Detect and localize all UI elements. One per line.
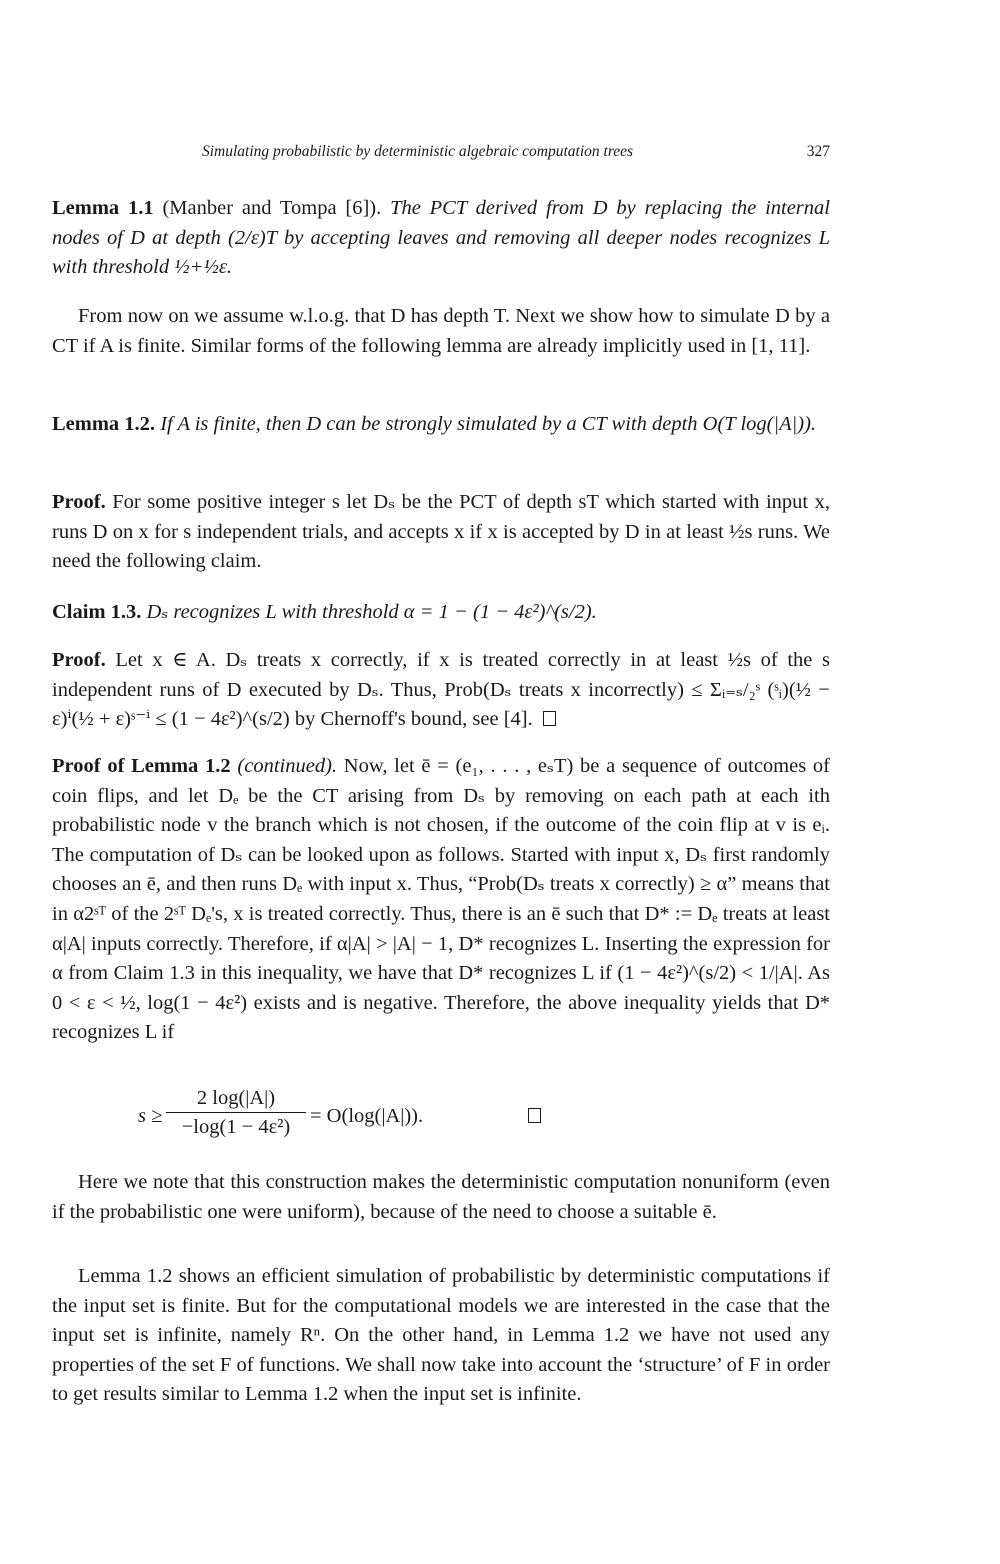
- proof-label: Proof.: [52, 491, 106, 513]
- lemma-1-2: [52, 410, 830, 440]
- equation-lhs: s ≥: [138, 1105, 163, 1127]
- equation-rhs: = O(log(|A|)).: [310, 1105, 424, 1127]
- proof-label: Proof of Lemma 1.2: [52, 755, 231, 777]
- qed-square-icon: [528, 1108, 541, 1123]
- display-equation: [138, 1084, 598, 1146]
- proof-text-end: runs. We need the following claim.: [52, 520, 830, 573]
- equation-numerator: 2 log(|A|): [166, 1084, 306, 1113]
- paragraph-from-now: [52, 302, 830, 361]
- lemma-threshold: ½+½ε.: [174, 256, 233, 279]
- paragraph-text: From now on we assume w.l.o.g. that D has depth T. Next we show how to simulate D by a CT if A is finite. Similar forms of the following lemma are already implicitly used in [1, 11].: [52, 305, 830, 357]
- proof-text: Now, let ē = (e₁, . . . , eₛT) be a sequence of outcomes of coin flips, and let Dₑ be the CT arising from Dₛ by removing on each path at each ith probabilistic node v the branch which is not chosen, if the outcome of the coin flip at v is eᵢ. The computation of Dₛ can be looked upon as follows. Started with input x, Dₛ first randomly chooses an ē, and then runs Dₑ with input x. Thus, “Prob(Dₛ treats x correctly) ≥ α” means that in α2ˢᵀ of the 2ˢᵀ Dₑ's, x is treated correctly. Thus, there is an ē such that D* := Dₑ treats at least α|A| inputs correctly. Therefore, if α|A| > |A| − 1, D* recognizes L. Inserting the expression for α from Claim 1.3 in this inequality, we have that D* recognizes L if (1 − 4ε²)^(s/2) < 1/|A|. As 0 < ε < ½, log(1 − 4ε²) exists and is negative. Therefore, the above inequality yields that D* recognizes L if: [52, 755, 831, 1044]
- paragraph-nonuniform: [52, 1168, 830, 1227]
- lemma-statement: If A is finite, then D can be strongly simulated by a CT with depth O(T log(|A|)).: [160, 413, 817, 435]
- proof-text: For some positive integer s let Dₛ be the PCT of depth sT which started with input x, runs D on x for s independent trials, and accepts x if x is accepted by D in at least: [52, 491, 830, 543]
- proof-lemma-1-2-continued: [52, 752, 830, 1048]
- proof-1: [52, 488, 830, 577]
- page-number: 327: [806, 143, 830, 160]
- proof-label: Proof.: [52, 649, 106, 671]
- paragraph-text: Lemma 1.2 shows an efficient simulation of probabilistic by deterministic computations if the input set is finite. But for the computational models we are interested in the case that the input set is infinite, namely Rⁿ. On the other hand, in Lemma 1.2 we have not used any properties of the set F of functions. We shall now take into account the ‘structure’ of F in order to get results similar to Lemma 1.2 when the input set is infinite.: [52, 1265, 830, 1406]
- equation-fraction: [166, 1084, 306, 1141]
- proof-text: Let x ∈ A. Dₛ treats x correctly, if x is treated correctly in at least ½s of the s independent runs of D executed by Dₛ. Thus, Prob(Dₛ treats x incorrectly) ≤ Σᵢ₌ₛ/₂ˢ (ˢᵢ)(½ − ε)ⁱ(½ + ε)ˢ⁻ⁱ ≤ (1 − 4ε²)^(s/2) by Chernoff's bound, see [4].: [52, 649, 831, 731]
- lemma-label: Lemma 1.1: [52, 197, 154, 219]
- running-title: Simulating probabilistic by deterministic algebraic computation trees: [202, 143, 634, 160]
- lemma-1-1: [52, 194, 830, 283]
- lemma-citation: (Manber and Tompa [6]).: [162, 197, 382, 219]
- lemma-label: Lemma 1.2.: [52, 413, 156, 435]
- proof-2: [52, 646, 830, 735]
- equation-denominator: −log(1 − 4ε²): [181, 1116, 291, 1138]
- claim-1-3: [52, 598, 830, 628]
- proof-fraction: ½s: [729, 520, 753, 543]
- claim-statement: Dₛ recognizes L with threshold α = 1 − (1 − 4ε²)^(s/2).: [146, 601, 597, 623]
- claim-label: Claim 1.3.: [52, 601, 142, 623]
- paragraph-lemma-1-2-shows: [52, 1262, 830, 1410]
- paragraph-text: Here we note that this construction makes the deterministic computation nonuniform (even if the probabilistic one were uniform), because of the need to choose a suitable ē.: [52, 1171, 830, 1223]
- qed-square-icon: [543, 711, 556, 726]
- continued-label: (continued).: [237, 755, 338, 777]
- lemma-statement: The PCT derived from D by replacing the internal nodes of D at depth (2/ε)T by accepting leaves and removing all deeper nodes recognizes L with threshold: [52, 197, 830, 279]
